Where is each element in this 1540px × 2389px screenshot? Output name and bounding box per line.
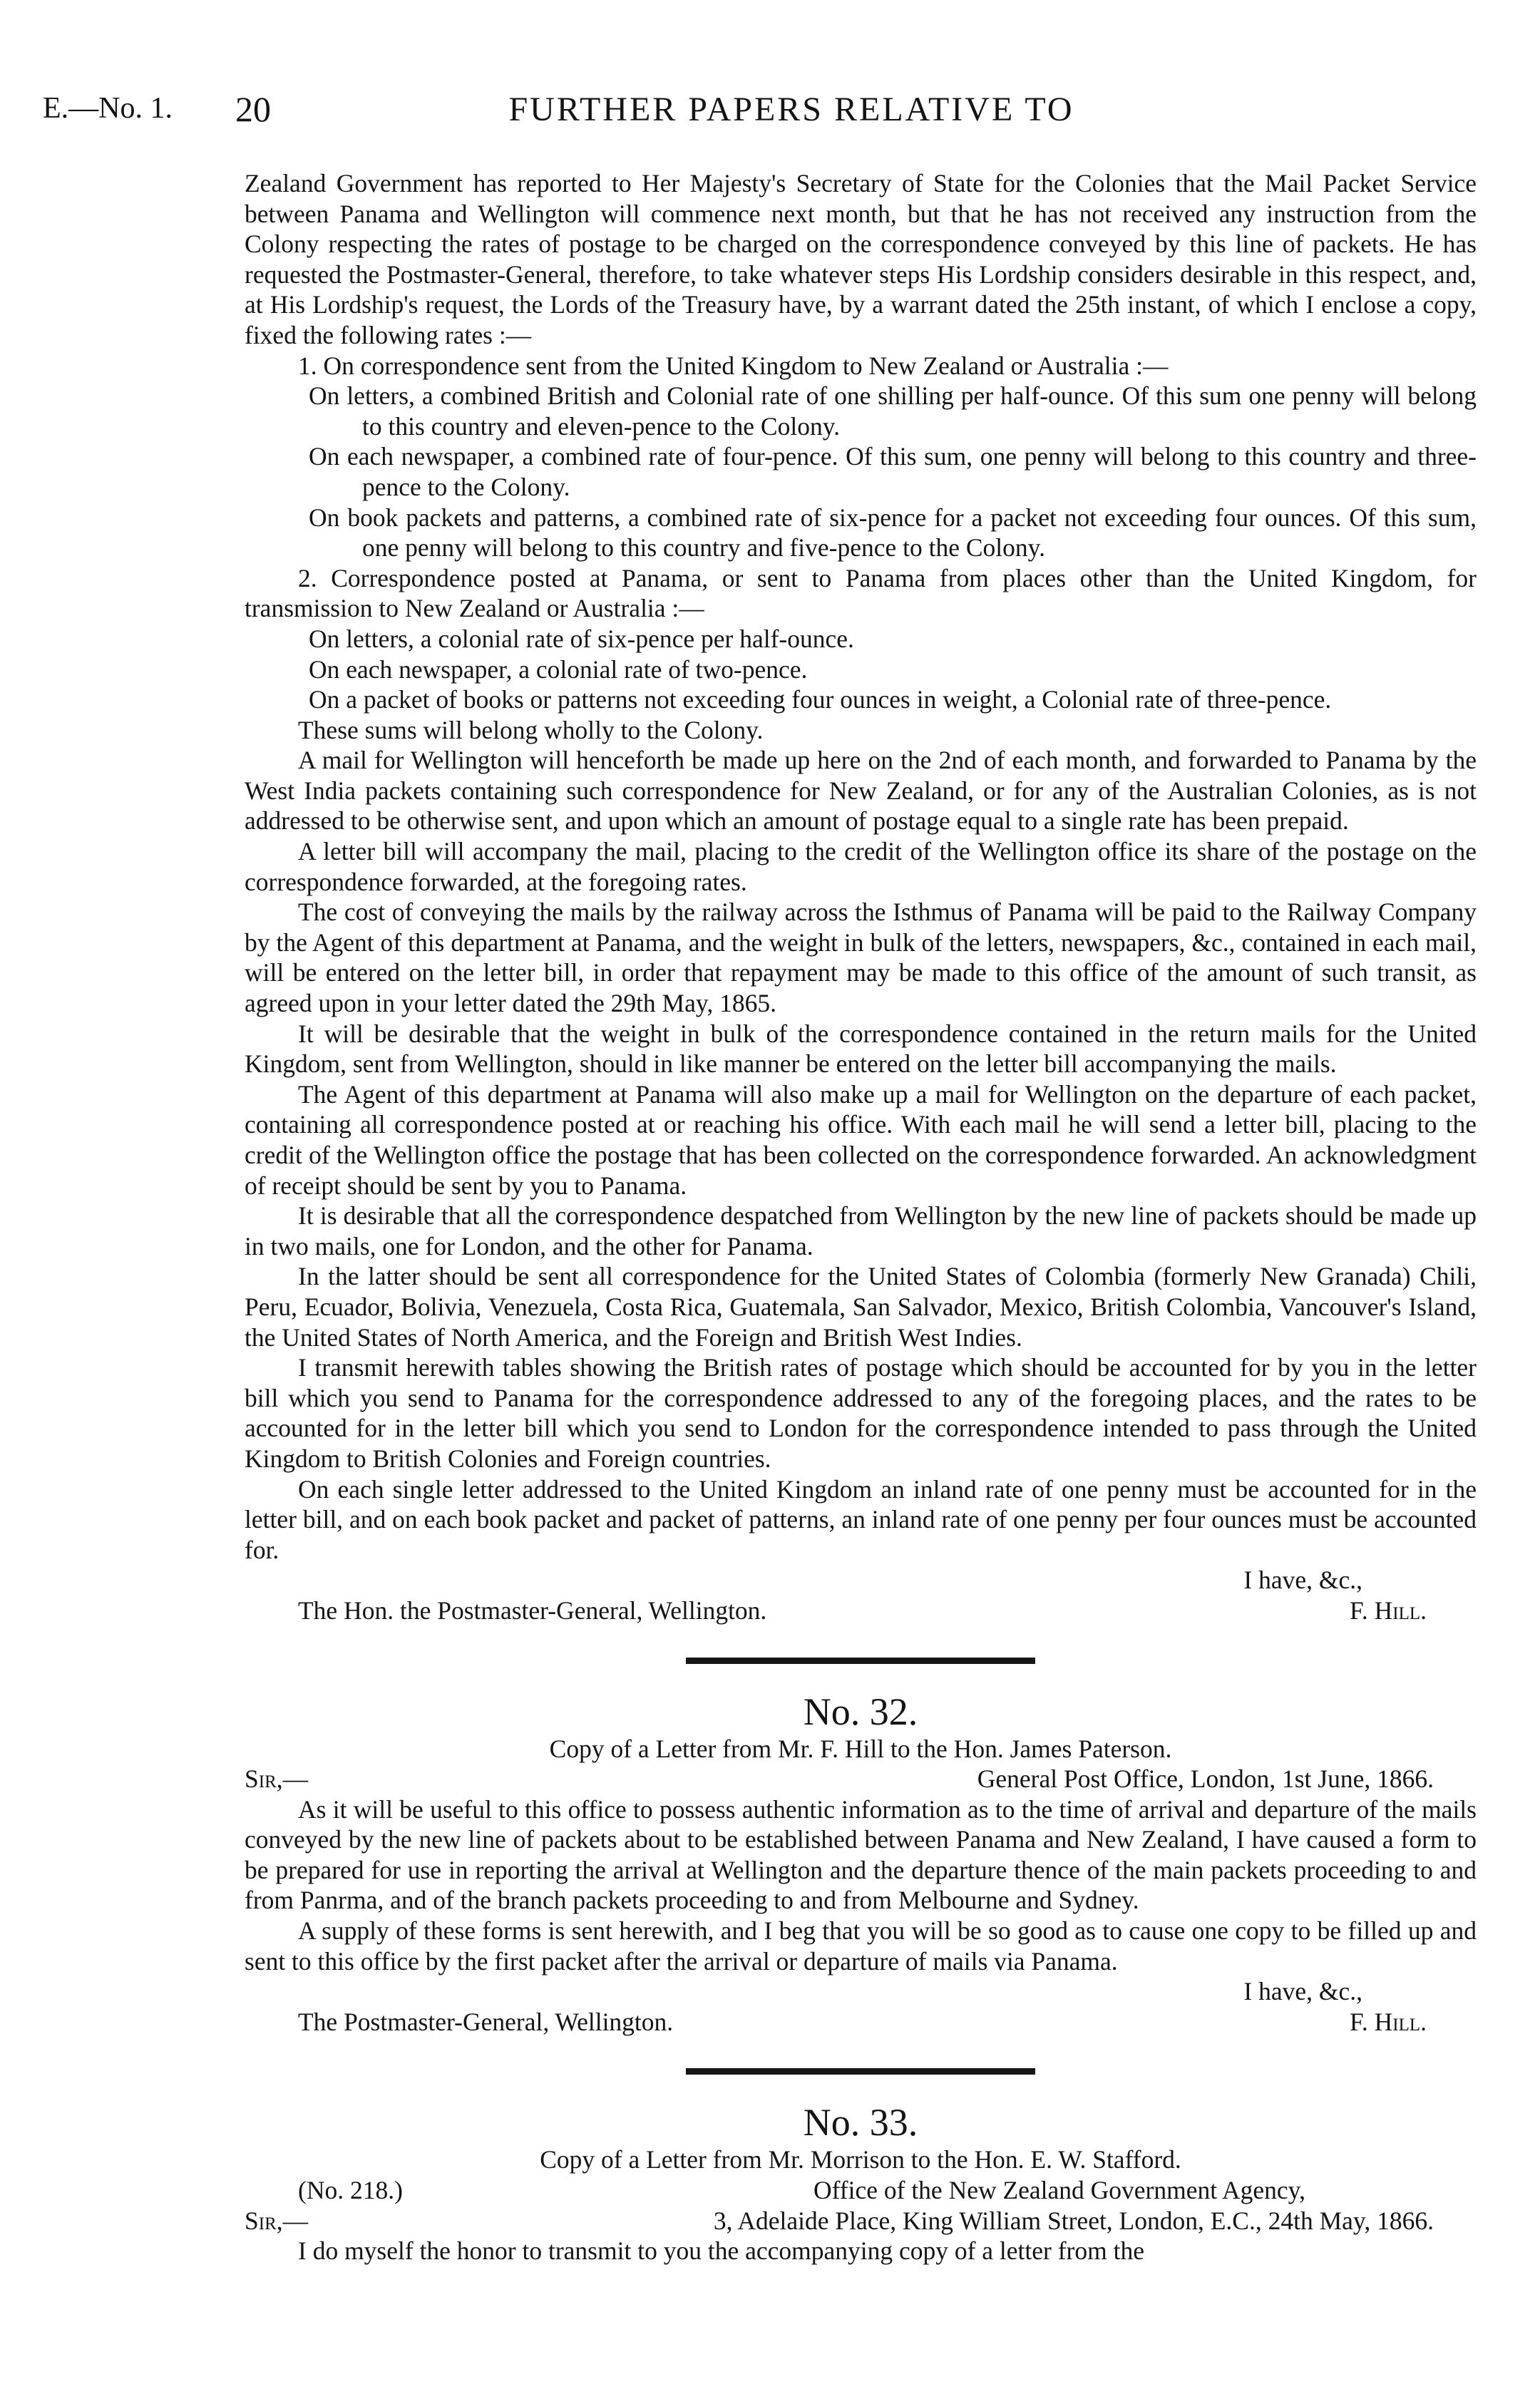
letter-reference: (No. 218.) — [298, 2176, 403, 2205]
rate-item: On a packet of books or patterns not exceeding four ounces in weight, a Colonial rate of three-pence. — [309, 685, 1332, 714]
letter31-paragraph: It will be desirable that the weight in bulk of the correspondence contained in the return mails for the United Kingdom, sent from Wellington, should in like manner be entered on the letter bill accompanying the mails. — [245, 1019, 1477, 1079]
page-number: 20 — [235, 89, 271, 129]
letter31-paragraph: A letter bill will accompany the mail, placing to the credit of the Wellington office its share of the postage on the correspondence forwarded, at the foregoing rates. — [245, 837, 1477, 896]
sender-address: 3, Adelaide Place, King William Street, London, E.C., 24th May, 1866. — [713, 2206, 1434, 2235]
signature-line — [245, 2007, 1477, 2038]
document-number: No. 33. — [803, 2101, 918, 2144]
rate-item: On each newspaper, a colonial rate of two-pence. — [309, 654, 808, 684]
document-reference: E.—No. 1. — [43, 92, 173, 125]
letter32-paragraph: As it will be useful to this office to possess authentic information as to the time of arrival and departure of the mails conveyed by the new line of packets about to be established between Panama and New Zealand, I have caused a form to be prepared for use in reporting the arrival at Wellington and the departure thence of the main packets proceeding to and from Panrma, and of the branch packets proceeding to and from Melbourne and Sydney. — [245, 1794, 1477, 1915]
letter31-paragraph: These sums will belong wholly to the Colony. — [298, 715, 764, 744]
rate-item: On letters, a colonial rate of six-pence per half-ounce. — [309, 624, 854, 653]
signature: F. Hill. — [1349, 2007, 1427, 2036]
letter32-paragraph: A supply of these forms is sent herewith, and I beg that you will be so good as to cause one copy to be filled up and sent to this office by the first packet after the arrival or departure of mails via Panama. — [245, 1916, 1477, 1976]
page-header — [43, 91, 1497, 148]
letter31-paragraph: Zealand Government has reported to Her Majesty's Secretary of State for the Colonies that the Mail Packet Service between Panama and Wellington will commence next month, but that he has not received any instruction from the Colony respecting the rates of postage to be charged on the correspondence conveyed by this line of packets. He has requested the Postmaster-General, therefore, to take whatever steps His Lordship considers desirable in this respect, and, at His Lordship's request, the Lords of the Treasury have, by a warrant dated the 25th instant, of which I enclose a copy, fixed the following rates :— — [245, 169, 1477, 349]
signature-line — [245, 1596, 1477, 1626]
letter31-paragraph: A mail for Wellington will henceforth be made up here on the 2nd of each month, and forwarded to Panama by the West India packets containing such correspondence for New Zealand, or for any of the Australian Colonies, as is not addressed to be otherwise sent, and upon which an amount of postage equal to a single rate has been prepaid. — [245, 746, 1477, 836]
letter31-paragraph: It is desirable that all the correspondence despatched from Wellington by the new line of packets should be made up in two mails, one for London, and the other for Panama. — [245, 1201, 1477, 1260]
letter31-paragraph: The Agent of this department at Panama will also make up a mail for Wellington on the departure of each packet, containing all correspondence posted at or reaching his office. With each mail he will send a letter bill, placing to the credit of the Wellington office the postage that has been collected on the correspondence forwarded. An acknowledgment of receipt should be sent by you to Panama. — [245, 1079, 1477, 1200]
letter-subtitle: Copy of a Letter from Mr. F. Hill to the Hon. James Paterson. — [549, 1734, 1172, 1763]
salutation: Sir,— — [245, 2206, 309, 2235]
addressee: The Hon. the Postmaster-General, Wellington. — [298, 1596, 767, 1625]
document-number: No. 32. — [803, 1690, 918, 1733]
sender-office: Office of the New Zealand Government Agency, — [813, 2176, 1305, 2205]
rate-heading-2: 2. Correspondence posted at Panama, or sent to Panama from places other than the United Kingdom, for transmission to New Zealand or Australia :— — [245, 563, 1477, 623]
closing-line — [245, 1976, 1477, 2007]
closing-line — [245, 1565, 1477, 1596]
section-divider — [686, 2068, 1035, 2075]
section-divider — [686, 1658, 1035, 1664]
sender-address: General Post Office, London, 1st June, 1866. — [977, 1764, 1434, 1794]
salutation-line — [245, 1764, 1477, 1794]
addressee: The Postmaster-General, Wellington. — [298, 2007, 674, 2036]
rate-heading-1: 1. On correspondence sent from the United Kingdom to New Zealand or Australia :— — [298, 351, 1169, 380]
reference-line — [245, 2175, 1477, 2206]
rate-item: On book packets and patterns, a combined rate of six-pence for a packet not exceeding four ounces. Of this sum, one penny will belong to this country and five-pence to the Colony. — [309, 503, 1477, 562]
salutation: Sir,— — [245, 1764, 309, 1794]
letter31-paragraph: I transmit herewith tables showing the British rates of postage which should be accounted for by you in the letter bill which you send to Panama for the correspondence addressed to any of the foregoing places, and the rates to be accounted for in the letter bill which you send to London for the correspondence intended to pass through the United Kingdom to British Colonies and Foreign countries. — [245, 1353, 1477, 1473]
letter31-paragraph: On each single letter addressed to the United Kingdom an inland rate of one penny must be accounted for in the letter bill, and on each book packet and packet of patterns, an inland rate of one penny per four ounces must be accounted for. — [245, 1474, 1477, 1564]
letter-subtitle: Copy of a Letter from Mr. Morrison to the Hon. E. W. Stafford. — [540, 2145, 1181, 2174]
rate-item: On letters, a combined British and Colonial rate of one shilling per half-ounce. Of this sum one penny will belong to this country and eleven-pence to the Colony. — [309, 381, 1477, 441]
letter31-paragraph: In the latter should be sent all correspondence for the United States of Colombia (formerly New Granada) Chili, Peru, Ecuador, Bolivia, Venezuela, Costa Rica, Guatemala, San Salvador, Mexico, British Colombia, Vancouver's Island, the United States of North America, and the Foreign and British West Indies. — [245, 1262, 1477, 1352]
signature: F. Hill. — [1349, 1596, 1427, 1625]
letter33-paragraph: I do myself the honor to transmit to you the accompanying copy of a letter from the — [298, 2236, 1144, 2266]
running-title: FURTHER PAPERS RELATIVE TO — [508, 91, 1074, 128]
page-body — [245, 168, 1477, 2266]
closing: I have, &c., — [1243, 1977, 1362, 2006]
rate-item: On each newspaper, a combined rate of four-pence. Of this sum, one penny will belong to this country and three-pence to the Colony. — [309, 442, 1477, 501]
closing: I have, &c., — [1243, 1566, 1362, 1595]
letter31-paragraph: The cost of conveying the mails by the railway across the Isthmus of Panama will be paid to the Railway Company by the Agent of this department at Panama, and the weight in bulk of the letters, newspapers, &c., contained in each mail, will be entered on the letter bill, in order that repayment may be made to this office of the amount of such transit, as agreed upon in your letter dated the 29th May, 1865. — [245, 898, 1477, 1018]
salutation-line — [245, 2206, 1477, 2236]
